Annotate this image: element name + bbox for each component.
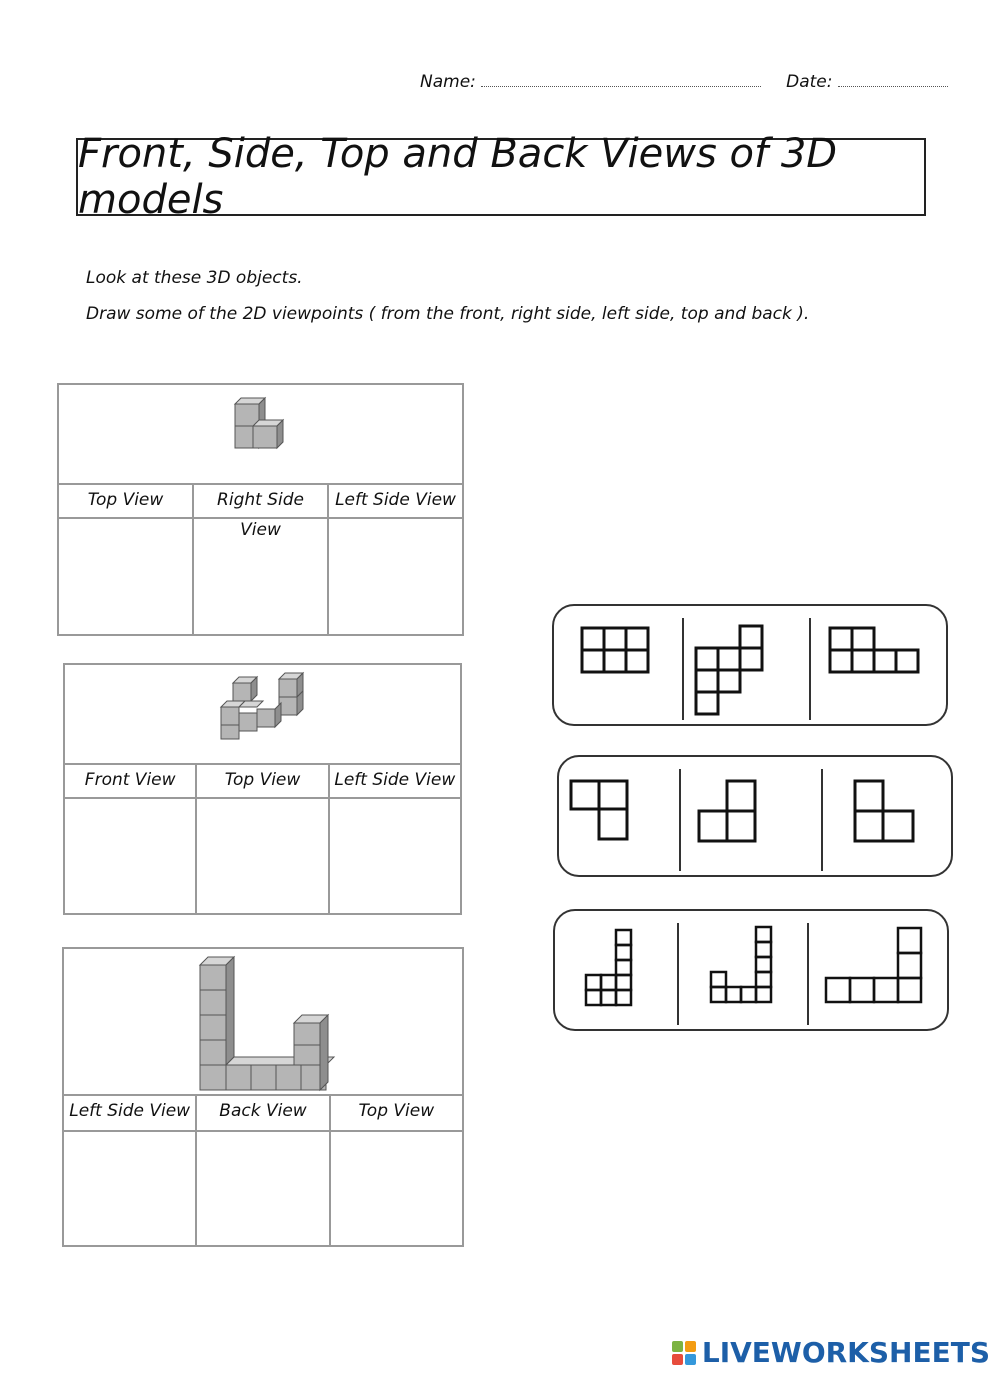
answer-options-1-shapes [554, 606, 946, 724]
card-1-header-1: Top View [59, 485, 194, 517]
brand-logo [672, 1336, 990, 1369]
card-2-header-2: Top View [197, 765, 329, 797]
name-label: Name: [420, 72, 476, 92]
card-3-answer-cell[interactable] [331, 1132, 462, 1245]
card-1-answer-cell[interactable] [194, 519, 329, 634]
view-option-shape[interactable] [830, 628, 918, 672]
card-3-drawing-cells [64, 1132, 462, 1245]
name-date-row [420, 72, 948, 92]
card-3-answer-cell[interactable] [64, 1132, 197, 1245]
answer-options-panel-2 [557, 755, 953, 877]
name-field[interactable] [481, 72, 761, 87]
instruction-line-2: Draw some of the 2D viewpoints ( from the front, right side, left side, top and back ). [86, 304, 810, 324]
card-1-answer-cell[interactable] [329, 519, 462, 634]
card-2-header-1: Front View [65, 765, 197, 797]
view-option-shape[interactable] [696, 626, 762, 714]
view-option-shape[interactable] [582, 628, 648, 672]
card-1-drawing-cells [59, 519, 462, 634]
card-2-answer-cell[interactable] [65, 799, 197, 913]
card-2-answer-cell[interactable] [330, 799, 460, 913]
card-3-headers [64, 1094, 462, 1132]
model-card-2 [63, 663, 462, 915]
answer-options-panel-1 [552, 604, 948, 726]
model-card-1 [57, 383, 464, 636]
liveworksheets-icon [672, 1341, 696, 1365]
card-3-answer-cell[interactable] [197, 1132, 330, 1245]
view-option-shape[interactable] [855, 781, 913, 841]
card-3-header-2: Back View [197, 1096, 330, 1130]
card-2-drawing-cells [65, 799, 460, 913]
date-field[interactable] [838, 72, 948, 87]
model-3-image [64, 949, 462, 1094]
card-1-headers [59, 483, 462, 540]
answer-options-3-shapes [555, 911, 947, 1029]
view-option-shape[interactable] [586, 930, 631, 1005]
model-2-image [65, 665, 460, 763]
instruction-line-1: Look at these 3D objects. [86, 268, 303, 288]
view-option-shape[interactable] [826, 928, 921, 1002]
page-title: Front, Side, Top and Back Views of 3D models [78, 131, 838, 223]
brand-name: LIVEWORKSHEETS [701, 1336, 990, 1369]
view-option-shape[interactable] [711, 927, 771, 1002]
card-2-answer-cell[interactable] [197, 799, 329, 913]
date-label: Date: [786, 72, 833, 92]
model-1-image [59, 385, 462, 483]
answer-options-2-shapes [559, 757, 951, 875]
card-3-header-1: Left Side View [64, 1096, 197, 1130]
view-option-shape[interactable] [699, 781, 755, 841]
card-3-header-3: Top View [358, 1101, 435, 1121]
card-1-answer-cell[interactable] [59, 519, 194, 634]
card-1-header-2: Right Side View [194, 485, 329, 517]
page-title-box [76, 131, 926, 223]
card-2-headers [65, 763, 460, 799]
answer-options-panel-3 [553, 909, 949, 1031]
card-1-header-3: Left Side View [335, 490, 456, 510]
model-card-3 [62, 947, 464, 1247]
card-2-header-3: Left Side View [334, 770, 456, 790]
view-option-shape[interactable] [571, 781, 627, 839]
